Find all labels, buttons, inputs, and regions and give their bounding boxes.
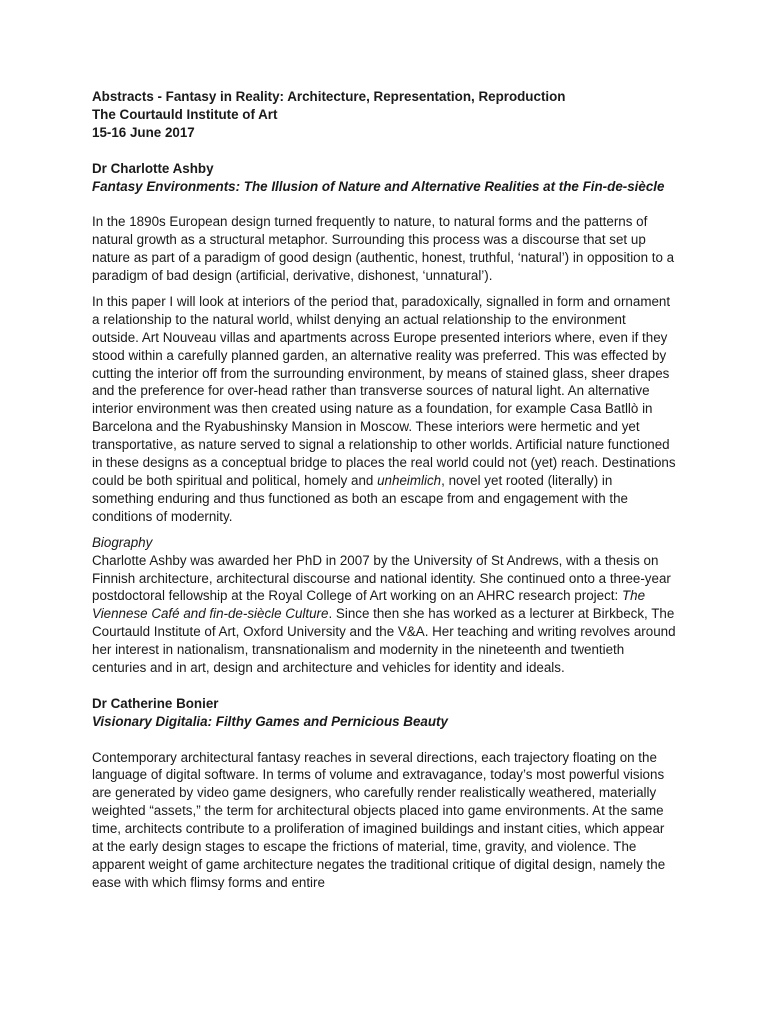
document-heading: Abstracts - Fantasy in Reality: Architecture, Representation, Reproduction bbox=[92, 89, 566, 104]
italic-term: unheimlich bbox=[377, 473, 442, 488]
biography-label: Biography bbox=[92, 534, 153, 550]
biography-paragraph bbox=[92, 552, 676, 677]
abstract-paragraph: In the 1890s European design turned frequently to nature, to natural forms and the patterns of natural growth as a structural metaphor. Surrounding this process was a discourse that set up nature as part of a paradigm of good design (authentic, honest, truthful, ‘natural’) in opposition to a paradigm of bad design (artificial, derivative, dishonest, ‘unnatural’). bbox=[92, 214, 675, 284]
italic-title: The Viennese Café and fin-de-siècle Culture bbox=[92, 588, 646, 622]
paper-title: Visionary Digitalia: Filthy Games and Pernicious Beauty bbox=[92, 713, 448, 729]
abstract-paragraph bbox=[92, 293, 676, 526]
abstract-paragraph: Contemporary architectural fantasy reaches in several directions, each trajectory floating on the language of digital software. In terms of volume and extravagance, today’s most powerful visions are generated by video game designers, who carefully render realistically weathered, materially weighted “assets,” the term for architectural objects placed into game environments. At the same time, architects contribute to a proliferation of imagined buildings and instant cities, which appear at the early design stages to escape the frictions of material, time, gravity, and violence. The apparent weight of game architecture negates the traditional critique of digital design, namely the ease with which flimsy forms and entire bbox=[92, 749, 666, 890]
institution-line: The Courtauld Institute of Art bbox=[92, 106, 278, 122]
paper-title: Fantasy Environments: The Illusion of Nature and Alternative Realities at the Fin-de-siècle bbox=[92, 178, 665, 194]
date-line: 15-16 June 2017 bbox=[92, 124, 195, 140]
speaker-name: Dr Charlotte Ashby bbox=[92, 160, 214, 176]
text-span: Charlotte Ashby was awarded her PhD in 2007 by the University of St Andrews, with a thesis on Finnish architecture, architectural discourse and national identity. She continued onto a three-year postdoctoral fellowship at the Royal College of Art working on an AHRC research project: bbox=[92, 552, 671, 604]
text-span: , novel yet rooted (literally) in something enduring and thus functioned as both an escape from and engagement with the conditions of modernity. bbox=[92, 473, 628, 524]
speaker-name: Dr Catherine Bonier bbox=[92, 695, 219, 711]
text-span: . Since then she has worked as a lecturer at Birkbeck, The Courtauld Institute of Art, Oxford University and the V&A. Her teaching and writing revolves around her interest in nationalism, transnationalism and modernity in the nineteenth and twentieth centuries and in art, design and architecture and vehicles for identity and ideals. bbox=[92, 606, 676, 676]
text-span: In this paper I will look at interiors of the period that, paradoxically, signalled in form and ornament a relationship to the natural world, whilst denying an actual relationship to the environment outside. Art Nouveau villas and apartments across Europe presented interiors where, even if they stood within a carefully planned garden, an alternative reality was preferred. This was effected by cutting the interior off from the surrounding environment, by means of stained glass, sheer drapes and the preference for over-head rather than transverse sources of natural light. An alternative interior environment was then created using nature as a foundation, for example Casa Batllò in Barcelona and the Ryabushinsky Mansion in Moscow. These interiors were hermetic and yet transportative, as nature served to signal a relationship to other worlds. Artificial nature functioned in these designs as a conceptual bridge to places the real world could not (yet) reach. Destinations could be both spiritual and political, homely and bbox=[92, 293, 676, 488]
